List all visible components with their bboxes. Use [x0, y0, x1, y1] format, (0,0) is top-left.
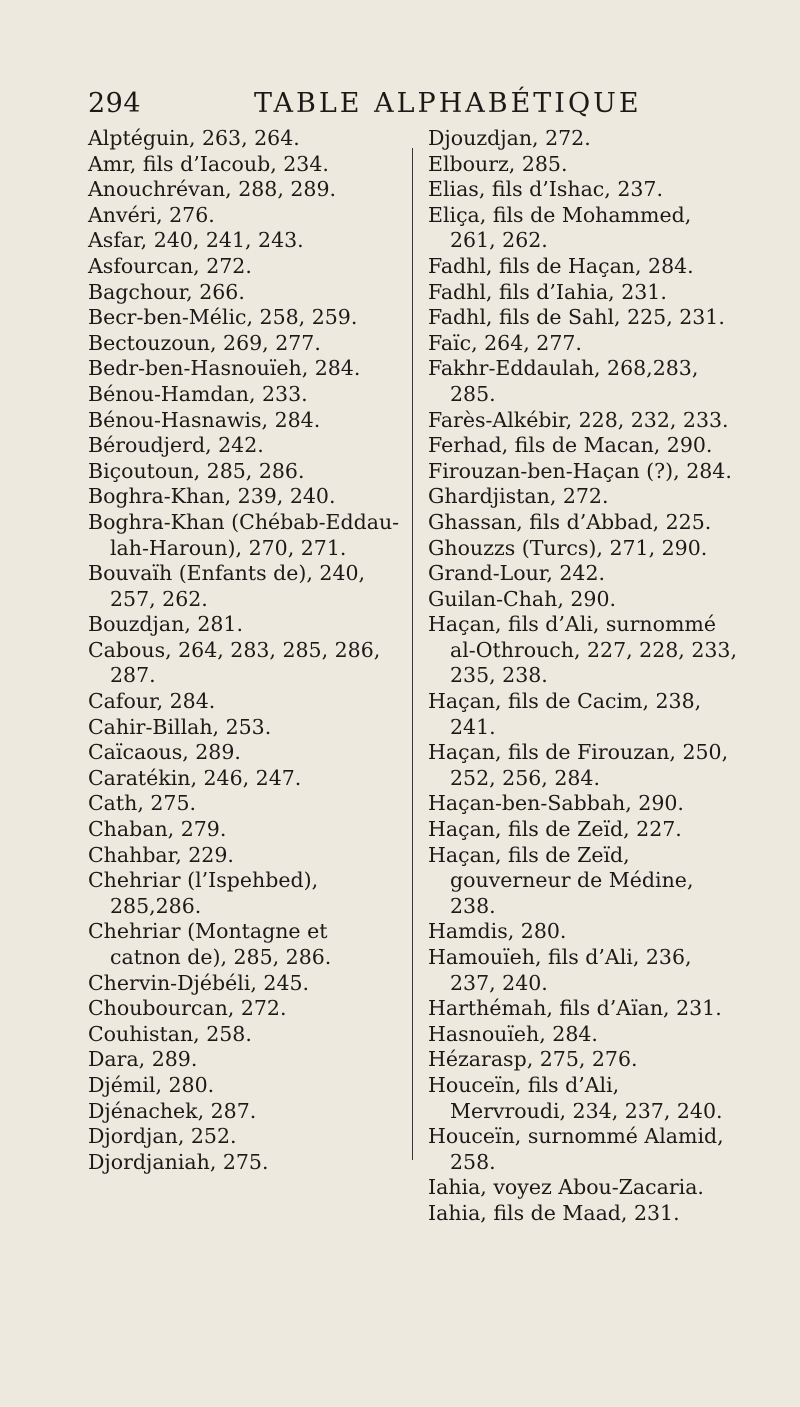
- index-entry: Bénou-Hasnawis, 284.: [88, 407, 321, 432]
- index-entry: Couhistan, 258.: [88, 1021, 252, 1046]
- index-entry: Dara, 289.: [88, 1047, 198, 1072]
- index-entry: Bénou-Hamdan, 233.: [88, 381, 308, 406]
- index-entry: Djémil, 280.: [88, 1072, 215, 1097]
- index-entry: Bedr-ben-Hasnouïeh, 284.: [88, 356, 361, 381]
- index-entry: Haçan, fils de Cacim, 238, 241.: [428, 689, 702, 739]
- index-entry: Bectouzoun, 269, 277.: [88, 330, 321, 355]
- index-entry: Houceïn, surnommé Alamid, 258.: [428, 1124, 724, 1174]
- index-entry: Hamdis, 280.: [428, 919, 567, 944]
- index-entry: Biçoutoun, 285, 286.: [88, 458, 305, 483]
- index-entry: Anvéri, 276.: [88, 202, 215, 227]
- index-entry: Ghouzzs (Turcs), 271, 290.: [428, 535, 708, 560]
- index-entry: Elbourz, 285.: [428, 151, 568, 176]
- index-entry: Bouvaïh (Enfants de), 240, 257, 262.: [88, 561, 366, 611]
- index-entry: Chervin-Djébéli, 245.: [88, 970, 310, 995]
- index-entry: Chehriar (Montagne et catnon de), 285, 286.: [88, 919, 332, 969]
- index-column-right: [428, 126, 738, 1227]
- index-entry: Eliça, fils de Mohammed, 261, 262.: [428, 202, 692, 253]
- index-entry: Boghra-Khan (Chébab-Eddau-lah-Haroun), 270, 271.: [88, 509, 400, 560]
- index-entry: Haçan, fils de Zeïd, gouverneur de Médine, 238.: [428, 842, 694, 918]
- index-entry: Cahir-Billah, 253.: [88, 714, 272, 739]
- index-entry: Haçan, fils de Zeïd, 227.: [428, 817, 682, 842]
- index-entry: Fadhl, fils de Haçan, 284.: [428, 253, 694, 278]
- index-entry: Djordjaniah, 275.: [88, 1149, 269, 1174]
- index-entry: Cabous, 264, 283, 285, 286, 287.: [88, 637, 381, 688]
- index-entry: Chahbar, 229.: [88, 842, 234, 867]
- index-entry: Firouzan-ben-Haçan (?), 284.: [428, 458, 732, 483]
- index-entry: Grand-Lour, 242.: [428, 561, 606, 586]
- index-entry: Fakhr-Eddaulah, 268,283, 285.: [428, 356, 699, 406]
- page-number: 294: [88, 88, 142, 119]
- index-entry: Djordjan, 252.: [88, 1124, 237, 1149]
- index-entry: Fadhl, fils d’Iahia, 231.: [428, 279, 667, 304]
- index-entry: Faïc, 264, 277.: [428, 330, 582, 355]
- index-entry: Caïcaous, 289.: [88, 740, 241, 765]
- index-entry: Haçan, fils de Firouzan, 250, 252, 256, 284.: [428, 740, 729, 790]
- running-title: TABLE ALPHABÉTIQUE: [254, 88, 642, 119]
- index-entry: Iahia, fils de Maad, 231.: [428, 1200, 680, 1225]
- index-entry: Houceïn, fils d’Ali, Mervroudi, 234, 237, 240.: [428, 1072, 723, 1123]
- index-entry: Guilan-Chah, 290.: [428, 586, 617, 611]
- index-entry: Haçan, fils d’Ali, surnommé al-Othrouch, 227, 228, 233, 235, 238.: [428, 612, 737, 688]
- index-entry: Chehriar (l’Ispehbed), 285,286.: [88, 868, 319, 918]
- index-entry: Choubourcan, 272.: [88, 996, 287, 1021]
- index-entry: Hamouïeh, fils d’Ali, 236, 237, 240.: [428, 945, 692, 995]
- index-entry: Harthémah, fils d’Aïan, 231.: [428, 996, 722, 1021]
- index-entry: Ghardjistan, 272.: [428, 484, 609, 509]
- index-entry: Farès-Alkébir, 228, 232, 233.: [428, 407, 729, 432]
- index-entry: Asfar, 240, 241, 243.: [88, 228, 304, 253]
- index-entry: Amr, fils d’Iacoub, 234.: [88, 151, 329, 176]
- index-entry: Cafour, 284.: [88, 689, 216, 714]
- index-entry: Alptéguin, 263, 264.: [88, 126, 300, 150]
- index-entry: Cath, 275.: [88, 791, 197, 816]
- index-entry: Bagchour, 266.: [88, 279, 245, 304]
- column-divider: [412, 148, 413, 1160]
- index-entry: Anouchrévan, 288, 289.: [88, 177, 337, 202]
- index-entry: Bouzdjan, 281.: [88, 612, 243, 637]
- index-entry: Djouzdjan, 272.: [428, 126, 591, 150]
- index-entry: Hézarasp, 275, 276.: [428, 1047, 638, 1072]
- index-entry: Caratékin, 246, 247.: [88, 765, 302, 790]
- index-entry: Djénachek, 287.: [88, 1098, 257, 1123]
- index-entry: Iahia, voyez Abou-Zacaria.: [428, 1175, 704, 1200]
- index-column-left: [88, 126, 400, 1175]
- index-entry: Fadhl, fils de Sahl, 225, 231.: [428, 305, 725, 330]
- index-entry: Ghassan, fils d’Abbad, 225.: [428, 509, 712, 534]
- index-entry: Asfourcan, 272.: [88, 253, 252, 278]
- index-entry: Boghra-Khan, 239, 240.: [88, 484, 336, 509]
- index-entry: Haçan-ben-Sabbah, 290.: [428, 791, 684, 816]
- index-entry: Chaban, 279.: [88, 817, 227, 842]
- index-entry: Hasnouïeh, 284.: [428, 1021, 598, 1046]
- index-entry: Elias, fils d’Ishac, 237.: [428, 177, 663, 202]
- index-entry: Ferhad, fils de Macan, 290.: [428, 433, 713, 458]
- index-entry: Béroudjerd, 242.: [88, 433, 264, 458]
- index-entry: Becr-ben-Mélic, 258, 259.: [88, 305, 358, 330]
